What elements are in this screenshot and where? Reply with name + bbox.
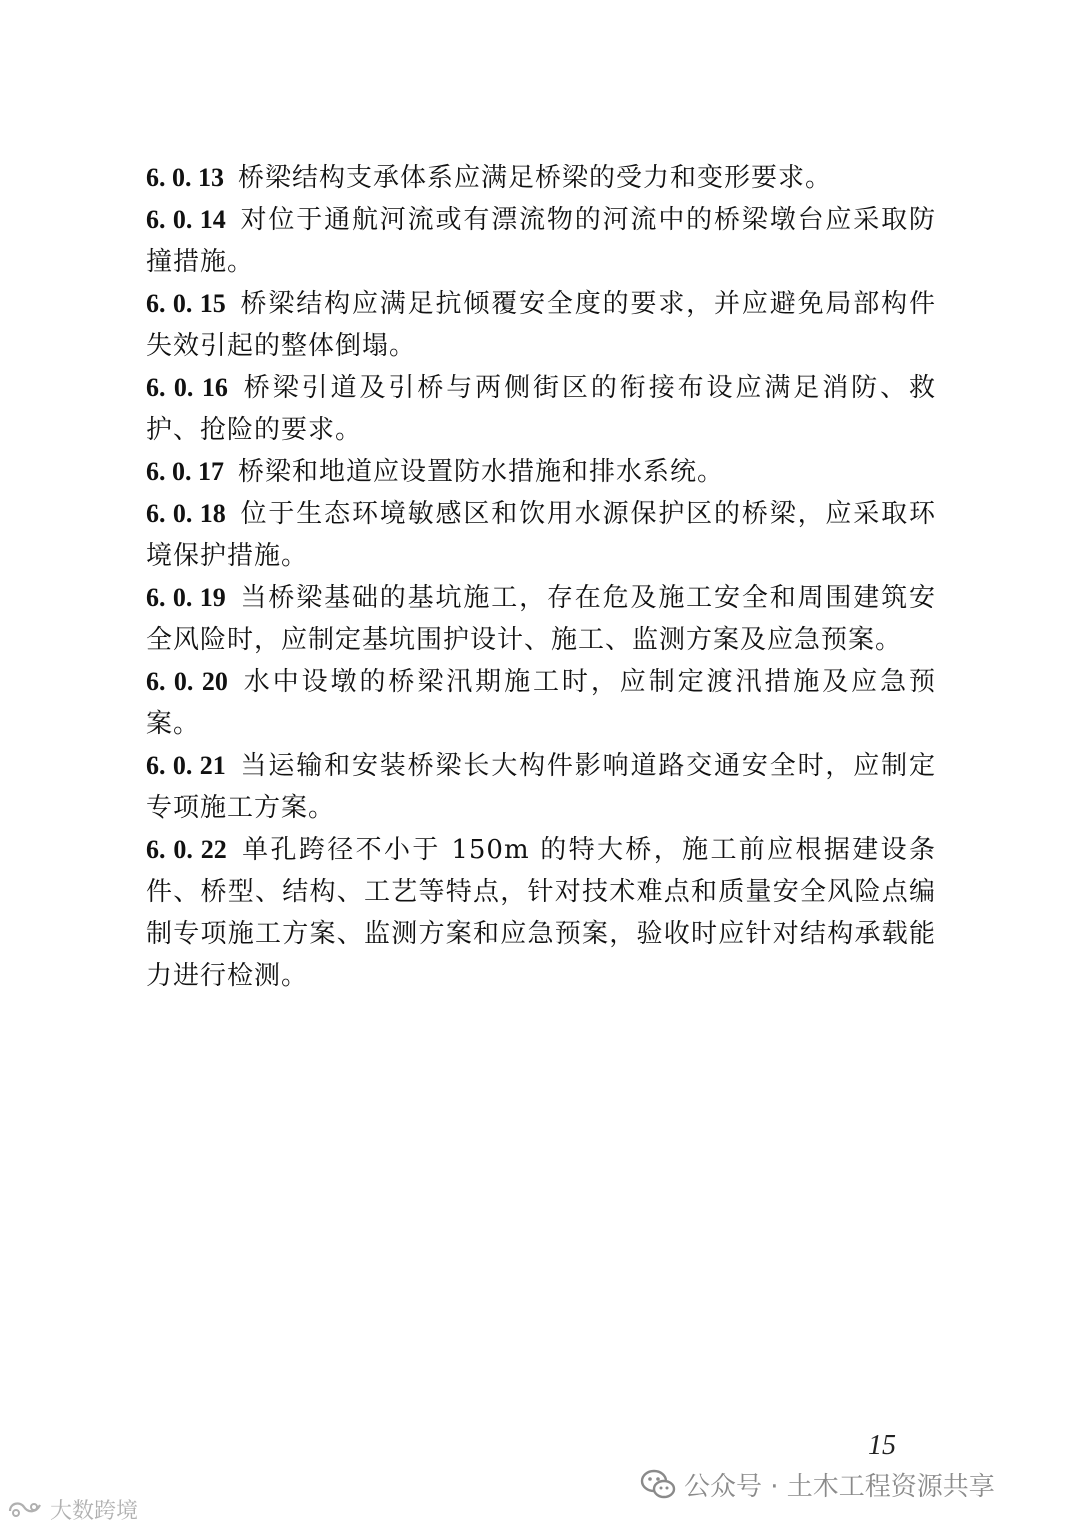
clause-text: 当运输和安装桥梁长大构件影响道路交通安全时，应制定专项施工方案。 [146,751,936,823]
clause-number: 6. 0. 17 [146,457,224,486]
clause [146,493,936,577]
clause [146,367,936,451]
brand-logo-icon [6,1497,46,1521]
brand-watermark [6,1494,138,1524]
clause-number: 6. 0. 15 [146,289,226,318]
clause [146,577,936,661]
watermark-text: 公众号 · 土木工程资源共享 [684,1471,995,1502]
clause [146,157,936,199]
clause-text: 桥梁引道及引桥与两侧街区的衔接布设应满足消防、救护、抢险的要求。 [146,373,936,445]
clause-number: 6. 0. 13 [146,163,224,192]
clause-list [146,157,936,997]
clause [146,829,936,997]
clause-text: 对位于通航河流或有漂流物的河流中的桥梁墩台应采取防撞措施。 [146,205,936,277]
clause-text: 单孔跨径不小于 150m 的特大桥，施工前应根据建设条件、桥型、结构、工艺等特点，针对技术难点和质量安全风险点编制专项施工方案、监测方案和应急预案，验收时应针对结构承载能力进行检测。 [146,835,937,991]
wechat-icon [640,1468,676,1500]
clause-number: 6. 0. 19 [146,583,226,612]
clause-number: 6. 0. 22 [146,835,227,864]
clause-text: 桥梁结构应满足抗倾覆安全度的要求，并应避免局部构件失效引起的整体倒塌。 [146,289,936,361]
clause-text: 桥梁和地道应设置防水措施和排水系统。 [238,457,725,487]
clause [146,199,936,283]
clause-number: 6. 0. 16 [146,373,228,402]
clause-text: 桥梁结构支承体系应满足桥梁的受力和变形要求。 [238,163,833,193]
page-number: 15 [868,1430,896,1461]
wechat-watermark [640,1464,995,1504]
clause-number: 6. 0. 21 [146,751,226,780]
clause-number: 6. 0. 18 [146,499,226,528]
clause [146,661,936,745]
clause [146,745,936,829]
clause [146,283,936,367]
clause-number: 6. 0. 14 [146,205,226,234]
clause-number: 6. 0. 20 [146,667,228,696]
clause-text: 当桥梁基础的基坑施工，存在危及施工安全和周围建筑安全风险时，应制定基坑围护设计、施工、监测方案及应急预案。 [146,583,936,655]
clause-text: 位于生态环境敏感区和饮用水源保护区的桥梁，应采取环境保护措施。 [146,499,936,571]
clause-text: 水中设墩的桥梁汛期施工时，应制定渡汛措施及应急预案。 [146,667,936,739]
clause [146,451,936,493]
brand-text: 大数跨境 [50,1498,139,1524]
